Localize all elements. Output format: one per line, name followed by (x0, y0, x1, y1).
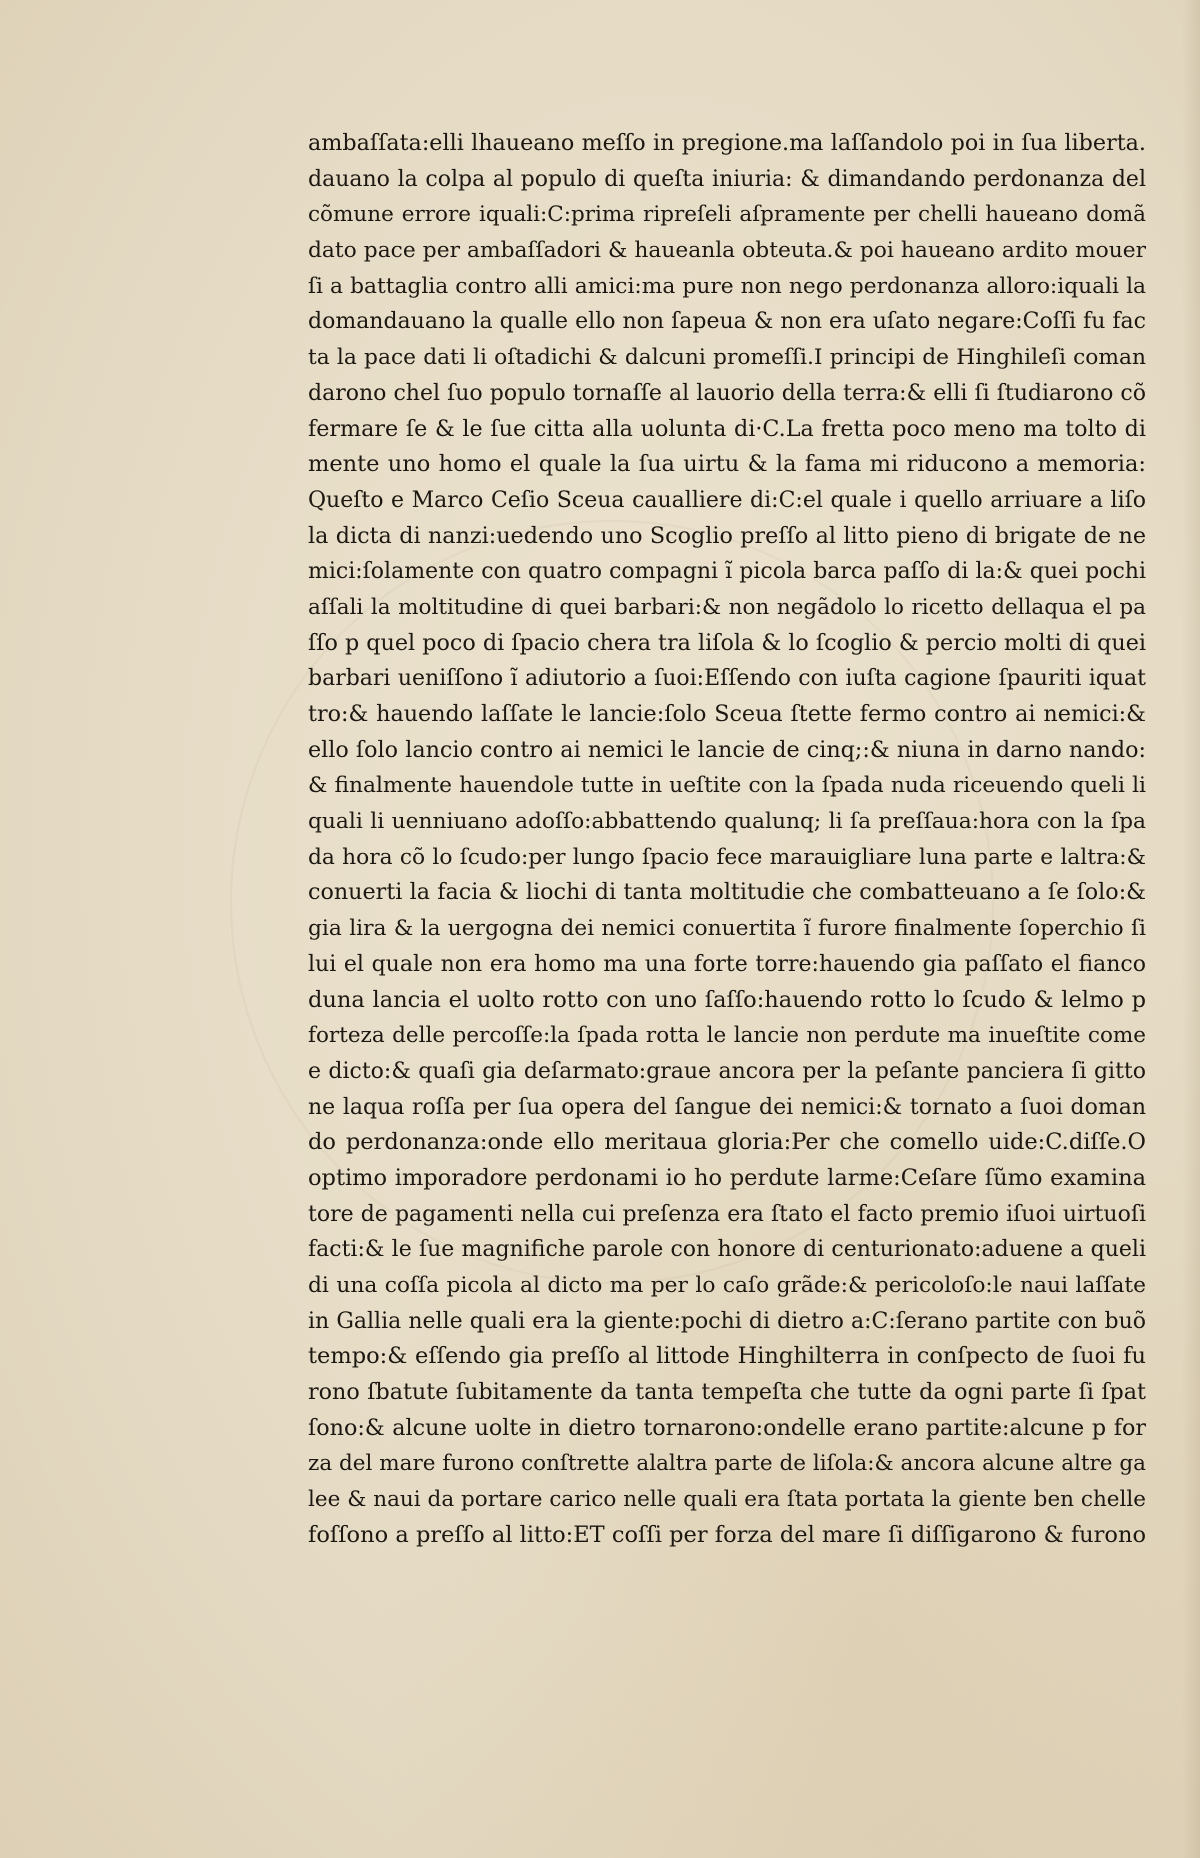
text-line: barbari ueniſſono ĩ adiutorio a ſuoi:Eſſendo con iuſta cagione ſpauriti iquat (308, 666, 1146, 692)
text-line: domandauano la qualle ello non ſapeua & non era uſato negare:Coſſi fu fac (308, 309, 1146, 335)
text-line: & finalmente hauendole tutte in ueſtite con la ſpada nuda riceuendo queli li (308, 773, 1146, 799)
text-line: gia lira & la uergogna dei nemici conuertita ĩ furore finalmente ſoperchio ſi (308, 916, 1146, 942)
text-line: za del mare furono conſtrette alaltra parte de liſola:& ancora alcune altre ga (308, 1451, 1146, 1477)
text-line: da hora cõ lo ſcudo:per lungo ſpacio fece marauigliare luna parte e laltra:& (308, 844, 1146, 870)
text-line: tempo:& eſſendo gia preſſo al littode Hinghilterra in conſpecto de ſuoi fu (308, 1343, 1146, 1370)
text-line: forteza delle percoſſe:la ſpada rotta le lancie non perdute ma inueſtite come (308, 1023, 1146, 1049)
text-line: ne laqua roſſa per ſua opera del ſangue dei nemici:& tornato a ſuoi doman (308, 1094, 1146, 1120)
text-line: duna lancia el uolto rotto con uno ſaſſo:hauendo rotto lo ſcudo & lelmo p (308, 986, 1146, 1013)
text-line: dato pace per ambaſſadori & haueanla obteuta.& poi haueano ardito mouer (308, 238, 1146, 264)
text-line: cõmune errore iquali:C:prima ripreſeli aſpramente per chelli haueano domã (308, 202, 1146, 228)
text-line: in Gallia nelle quali era la giente:pochi di dietro a:C:ſerano partite con buõ (308, 1308, 1146, 1334)
text-line: aſſali la moltitudine di quei barbari:& non negãdolo lo ricetto dellaqua el pa (308, 594, 1146, 620)
text-line: di una coſſa picola al dicto ma per lo caſo grãde:& pericoloſo:le naui laſſate (308, 1273, 1146, 1298)
text-line: tro:& hauendo laſſate le lancie:ſolo Sceua ſtette fermo contro ai nemici:& (308, 701, 1146, 727)
text-line: lui el quale non era homo ma una forte torre:hauendo gia paſſato el fianco (308, 951, 1146, 977)
text-line: do perdonanza:onde ello meritaua gloria:Per che comello uide:C.diſſe.O (308, 1129, 1146, 1156)
text-line: conuerti la facia & liochi di tanta moltitudie che combatteuano a ſe ſolo:& (308, 879, 1146, 906)
text-line: ſſo p quel poco di ſpacio chera tra liſola & lo ſcoglio & percio molti di quei (308, 629, 1146, 656)
text-line: Queſto e Marco Ceſio Sceua caualliere di:C:el quale i quello arriuare a liſo (308, 487, 1146, 513)
text-line: la dicta di nanzi:uedendo uno Scoglio preſſo al litto pieno di brigate de ne (308, 522, 1146, 549)
text-line: e dicto:& quaſi gia deſarmato:graue ancora per la peſante panciera ſi gitto (308, 1058, 1146, 1084)
text-line: foſſono a preſſo al litto:ET coſſi per forza del mare ſi diſſigarono & furono (308, 1521, 1146, 1548)
page-edge-shadow (1182, 0, 1200, 1858)
text-line: lee & naui da portare carico nelle quali era ſtata portata la giente ben chelle (308, 1487, 1146, 1513)
text-line: mici:ſolamente con quatro compagni ĩ picola barca paſſo di la:& quei pochi (308, 559, 1146, 585)
text-line: optimo imporadore perdonami io ho perdute larme:Ceſare ſũmo examina (308, 1164, 1146, 1191)
text-line: ta la pace dati li oſtadichi & dalcuni promeſſi.I principi de Hinghileſi coman (308, 345, 1146, 371)
text-line: facti:& le ſue magnifiche parole con honore di centurionato:aduene a queli (308, 1237, 1146, 1263)
text-line: ello ſolo lancio contro ai nemici le lancie de cinq;:& niuna in darno nando: (308, 736, 1146, 763)
text-line: ambaſſata:elli lhaueano meſſo in pregione.ma laſſandolo poi in ſua liberta. (308, 130, 1146, 156)
text-line: rono ſbatute ſubitamente da tanta tempeſta che tutte da ogni parte ſi ſpat (308, 1379, 1146, 1406)
text-line: quali li uenniuano adoſſo:abbattendo qualunq; li ſa preſſaua:hora con la ſpa (308, 809, 1146, 835)
text-line: mente uno homo el quale la ſua uirtu & la fama mi riducono a memoria: (308, 451, 1146, 478)
text-line: fermare ſe & le ſue citta alla uolunta di·C.La fretta poco meno ma tolto di (308, 415, 1146, 442)
text-block (308, 126, 1146, 1554)
text-line: ſi a battaglia contro alli amici:ma pure non nego perdonanza alloro:iquali la (308, 273, 1146, 299)
text-line: tore de pagamenti nella cui preſenza era ſtato el facto premio iſuoi uirtuoſi (308, 1201, 1146, 1227)
text-line: darono chel ſuo populo tornaſſe al lauorio della terra:& elli ſi ſtudiarono cõ (308, 380, 1146, 406)
text-line: dauano la colpa al populo di queſta iniuria: & dimandando perdonanza del (308, 166, 1146, 192)
text-line: ſono:& alcune uolte in dietro tornarono:ondelle erano partite:alcune p for (308, 1414, 1146, 1441)
